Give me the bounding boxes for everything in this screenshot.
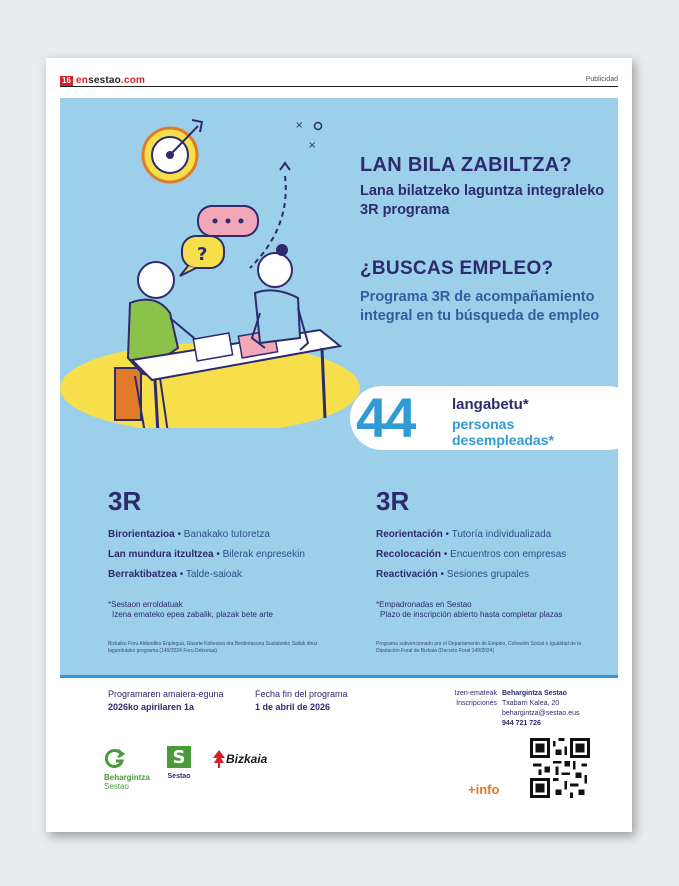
program-item: Birorientazioa • Banakako tutoretza [108,529,270,540]
column-heading: 3R [376,486,410,516]
speech-bubble-question [180,236,224,276]
unemployed-label-spanish: personas desempleadas* [452,416,554,448]
target-icon [143,120,202,182]
header-divider [60,86,618,87]
program-item: Reorientación • Tutoría individualizada [376,529,552,540]
column-heading: 3R [108,486,142,516]
end-date-basque: 2026ko apirilaren 1a [108,702,195,712]
bizkaia-logo: Bizkaia [212,750,226,773]
program-item: Recolocación • Encuentros con empresas [376,549,567,560]
program-item: Berraktibatzea • Talde-saioak [108,569,242,580]
behargintza-logo: Behargintza Sestao [104,748,156,791]
newspaper-page [46,58,632,832]
bizkaia-tree-icon [212,750,226,768]
program-item: Reactivación • Sesiones grupales [376,569,530,580]
eligibility-note-basque: *Sestaon erroldatuak Izena emateko epea zabalik, plazak bete arte [108,600,273,619]
unemployed-label-basque: langabetu* [452,396,529,413]
brand-name: sestao [88,75,121,86]
advertisement-footer [60,675,618,822]
page-number: 16 [62,76,71,85]
email: behargintza@sestao.eus [502,710,580,717]
newspaper-brand [76,75,145,86]
sestao-logo-mark [164,746,194,768]
sestao-logo: S Sestao [164,746,194,780]
unemployed-count: 44 [356,386,415,449]
program-column-spanish [376,486,606,589]
end-date-label-basque: Programaren amaiera-eguna [108,689,224,699]
phone: 944 721 726 [502,720,541,727]
end-date-spanish: 1 de abril de 2026 [255,702,331,712]
end-date-label-spanish: Fecha fin del programa [255,689,348,699]
funding-note-basque: Bizkaiko Foru Aldundiko Enplegua, Gizarte Kohesioa eta Berdintasuna Sustatzeko Sailak diruz lagundutako programa (149/2024 Foru Dekretua) [108,641,318,654]
eligibility-note-spanish: *Empadronadas en Sestao Plazo de inscripción abierto hasta completar plazas [376,600,563,619]
chair [115,368,141,420]
behargintza-logo-mark [104,748,126,768]
org-name: Behargintza Sestao [502,690,567,697]
svg-text:×: × [308,140,317,151]
title-basque: LAN BILA ZABILTZA? [360,154,573,176]
registration-label: Izen-emateak Inscripciones [454,690,497,707]
job-search-illustration [60,98,360,428]
subtitle-spanish: Programa 3R de acompañamiento integral en tu búsqueda de empleo [360,289,600,324]
section-label: Publicidad [585,76,618,83]
brand-suffix: .com [120,75,146,86]
more-info-link[interactable]: +info [468,782,500,797]
svg-text:S: S [172,747,186,768]
funding-note-spanish: Programa subvencionado por el Departamento de Empleo, Cohesión Social e Igualdad de la Diputación Foral de Bizkaia (Decreto Foral 149/2024) [376,641,582,654]
svg-text:×: × [295,120,304,131]
qr-code[interactable] [530,738,590,798]
brand-prefix: en [76,75,89,86]
speech-bubble-dots [198,206,258,236]
advertisement [60,98,618,675]
program-item: Lan mundura itzultzea • Bilerak enpresekin [108,549,305,560]
program-column-basque [108,486,338,589]
contact-info [502,689,580,729]
person-right [252,244,308,350]
subtitle-basque: Lana bilatzeko laguntza integraleko 3R programa [360,183,605,218]
address: Txabarri Kalea, 20 [502,700,560,707]
svg-text:?: ? [197,244,208,265]
title-spanish: ¿BUSCAS EMPLEO? [360,258,554,279]
